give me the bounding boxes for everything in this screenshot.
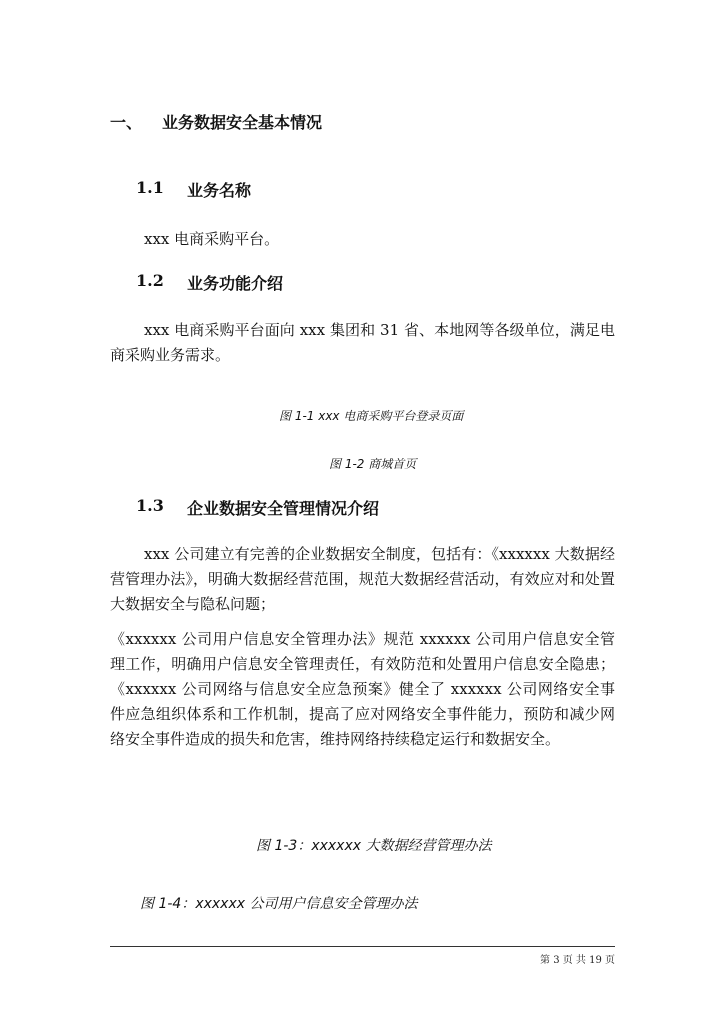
subsection-1-3-paragraph-1: xxx 公司建立有完善的企业数据安全制度，包括有：《xxxxxx 大数据经营管理办法》，明确大数据经营范围，规范大数据经营活动，有效应对和处置大数据安全与隐私问题；: [110, 545, 615, 613]
subsection-1-3-paragraph-2: 《xxxxxx 公司用户信息安全管理办法》规范 xxxxxx 公司用户信息安全管理工作，明确用户信息安全管理责任，有效防范和处置用户信息安全隐患；《xxxxxx 公司网络与信息安全应急预案》健全了 xxxxxx 公司网络安全事件应急组织体系和工作机制，提高了应对网络安全事件能力，预防和减少网络安全事件造成的损失和危害，维持网络持续稳定运行和数据安全。: [110, 630, 615, 748]
figure-1-3-caption: 图 1-3：xxxxxx 大数据经营管理办法: [256, 838, 492, 854]
subsection-1-2-body: xxx 电商采购平台面向 xxx 集团和 31 省、本地网等各级单位，满足电商采购业务需求。: [110, 321, 615, 364]
section-1-number: 一、: [110, 113, 143, 132]
subsection-1-3-title: 企业数据安全管理情况介绍: [187, 499, 380, 518]
figure-1-4-caption: 图 1-4：xxxxxx 公司用户信息安全管理办法: [140, 896, 418, 912]
subsection-1-1-title: 业务名称: [187, 181, 252, 200]
subsection-1-1-body: xxx 电商采购平台。: [144, 230, 280, 248]
subsection-1-3-number: 1.3: [136, 496, 164, 515]
subsection-1-1-number: 1.1: [136, 178, 164, 197]
page-number: 第 3 页 共 19 页: [540, 955, 615, 966]
figure-1-1-caption: 图 1-1 xxx 电商采购平台登录页面: [279, 409, 464, 423]
footer-divider: [110, 946, 615, 947]
subsection-1-2-title: 业务功能介绍: [187, 274, 284, 293]
subsection-1-2-number: 1.2: [136, 271, 164, 290]
section-1-title: 业务数据安全基本情况: [162, 113, 323, 132]
figure-1-2-caption: 图 1-2 商城首页: [329, 457, 417, 471]
